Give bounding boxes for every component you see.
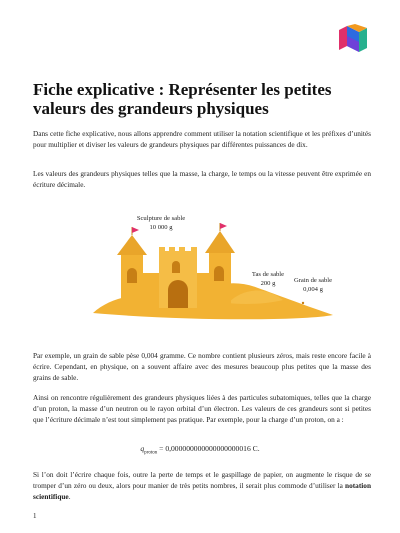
intro-paragraph: Dans cette fiche explicative, nous allons apprendre comment utiliser la notation scientifique et les préfixes d’unités pour multiplier et diviser les valeurs de grandeurs physiques par différentes puissances de dix.	[33, 129, 371, 150]
pile-value: 200 g	[260, 280, 276, 287]
castle-caption	[121, 214, 201, 232]
formula-subscript: proton	[144, 450, 158, 456]
formula-value: = 0,000000000000000000016 C.	[157, 444, 260, 453]
subatomic-paragraph: Ainsi on rencontre régulièrement des grandeurs physiques liées à des particules subatomiques, telles que la charge d’un proton, la masse d’un neutron ou le rayon orbital d’un électron. Les valeurs de ces grandeurs sont si petites que l’écriture décimale n’est tout simplement pas pratique. Par exemple, pour la charge d’un proton, on a :	[33, 393, 371, 425]
conclusion-paragraph	[33, 469, 371, 503]
proton-charge-formula	[0, 444, 400, 456]
page-title: Fiche explicative : Représenter les petites valeurs des grandeurs physiques	[33, 80, 332, 118]
grain-caption	[283, 276, 343, 294]
formula-symbol: q	[140, 444, 145, 453]
decimal-paragraph: Les valeurs des grandeurs physiques telles que la masse, la charge, le temps ou la vitesse peuvent être exprimée en écriture décimale.	[33, 169, 371, 190]
brand-logo-icon	[337, 24, 369, 54]
scientific-notation-term: notation scientifique	[33, 481, 371, 502]
grain-value: 0,004 g	[303, 286, 323, 293]
conclusion-end: .	[68, 492, 71, 502]
sand-illustration	[33, 203, 368, 343]
pile-label: Tas de sable	[251, 271, 285, 278]
castle-value: 10 000 g	[149, 224, 173, 231]
castle-label: Sculpture de sable	[136, 215, 186, 222]
grain-label: Grain de sable	[293, 277, 333, 284]
page-number: 1	[33, 512, 37, 520]
conclusion-text: Si l’on doit l’écrire chaque fois, outre la perte de temps et le gaspillage de papier, on augmente le risque de se tromper d’un zéro ou deux, alors pour manier de très petits nombres, il serait plus commode d’utiliser la	[33, 470, 371, 491]
sand-grain-paragraph: Par exemple, un grain de sable pèse 0,004 gramme. Ce nombre contient plusieurs zéros, mais reste encore facile à écrire. Cependant, en physique, on a souvent affaire avec des mesures beaucoup plus petites que la masse des grains de sable.	[33, 351, 371, 383]
